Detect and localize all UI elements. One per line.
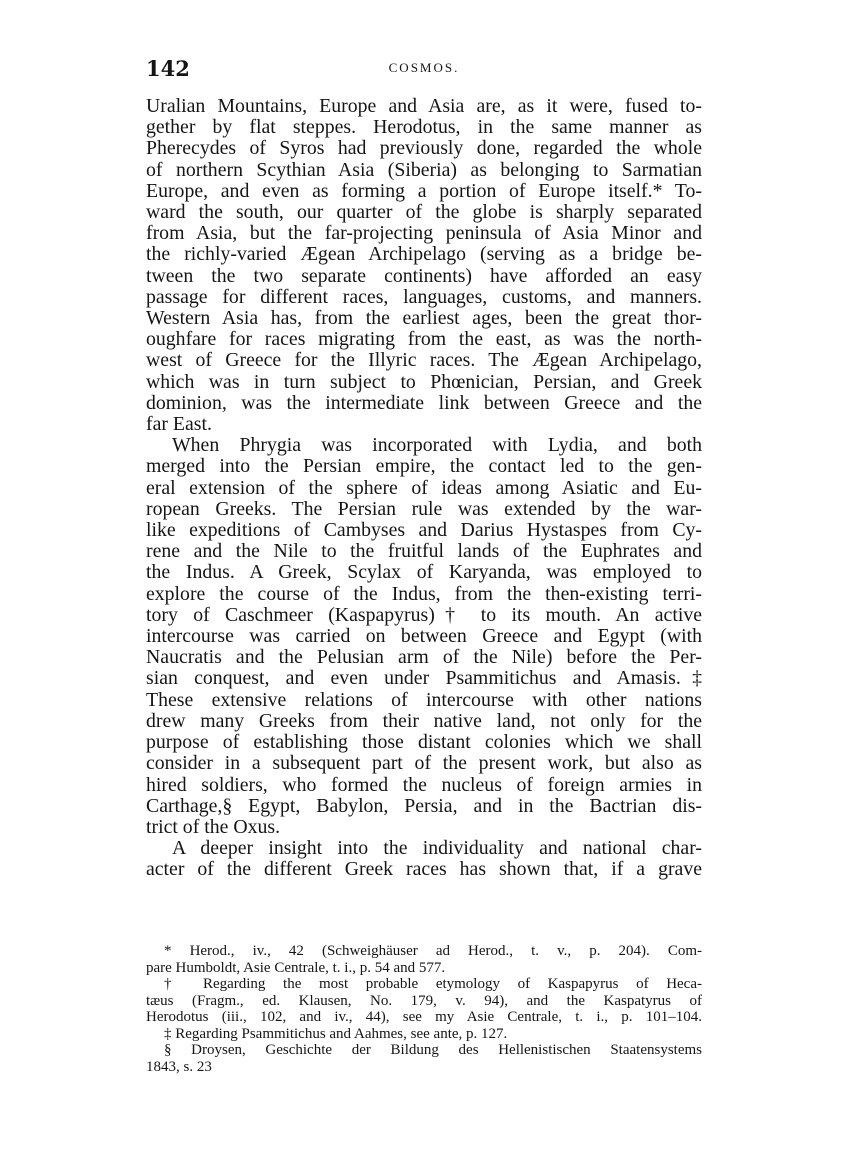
footnote-line: † Regarding the most probable etymology of Kaspapyrus of Heca- (164, 976, 702, 992)
footnote-line: Herodotus (iii., 102, and iv., 44), see my Asie Centrale, t. i., p. 101–104. (146, 1009, 702, 1025)
footnote-line: 1843, s. 23 (146, 1058, 212, 1075)
body-line: consider in a subsequent part of the present work, but also as (146, 752, 702, 775)
body-line: rene and the Nile to the fruitful lands of the Euphrates and (146, 540, 702, 563)
body-line: acter of the different Greek races has shown that, if a grave (146, 858, 702, 881)
body-line: hired soldiers, who formed the nucleus of foreign armies in (146, 773, 702, 796)
body-line: Carthage,§ Egypt, Babylon, Persia, and in the Bactrian dis- (146, 794, 702, 817)
page-header (146, 52, 702, 82)
body-line: drew many Greeks from their native land, not only for the (146, 709, 702, 732)
body-line: oughfare for races migrating from the east, as was the north- (146, 328, 702, 351)
body-line: purpose of establishing those distant colonies which we shall (146, 731, 702, 754)
body-line: like expeditions of Cambyses and Darius Hystaspes from Cy- (146, 519, 702, 542)
body-line: dominion, was the intermediate link between Greece and the (146, 391, 702, 414)
body-line: from Asia, but the far-projecting peninsula of Asia Minor and (146, 222, 702, 245)
body-line: eral extension of the sphere of ideas among Asiatic and Eu- (146, 476, 702, 499)
body-line: ropean Greeks. The Persian rule was extended by the war- (146, 497, 702, 520)
body-line: Pherecydes of Syros had previously done, regarded the whole (146, 137, 702, 160)
footnote-line: ‡ Regarding Psammitichus and Aahmes, see ante, p. 127. (164, 1025, 508, 1042)
body-line: tory of Caschmeer (Kaspapyrus)† to its mouth. An active (146, 603, 702, 626)
body-line: Uralian Mountains, Europe and Asia are, as it were, fused to- (146, 95, 702, 117)
footnote-line: pare Humboldt, Asie Centrale, t. i., p. 54 and 577. (146, 959, 446, 976)
body-line: which was in turn subject to Phœnician, Persian, and Greek (146, 370, 702, 393)
running-head: COSMOS. (388, 60, 460, 75)
body-line: explore the course of the Indus, from the then-existing terri- (146, 582, 702, 605)
body-line: west of Greece for the Illyric races. The Ægean Archipelago, (146, 349, 702, 372)
body-line: the richly-varied Ægean Archipelago (serving as a bridge be- (146, 243, 702, 266)
body-line: tween the two separate continents) have afforded an easy (146, 264, 702, 287)
body-line: of northern Scythian Asia (Siberia) as belonging to Sarmatian (146, 158, 702, 181)
body-text (146, 96, 702, 881)
body-line: the Indus. A Greek, Scylax of Karyanda, was employed to (146, 561, 702, 584)
footnotes (146, 943, 702, 1075)
footnote-line: tæus (Fragm., ed. Klausen, No. 179, v. 94), and the Kaspatyrus of (146, 992, 702, 1009)
body-line: When Phrygia was incorporated with Lydia, and both (172, 434, 702, 457)
body-line: trict of the Oxus. (146, 815, 281, 838)
body-line: Europe, and even as forming a portion of Europe itself.* To- (146, 179, 702, 202)
body-line: ward the south, our quarter of the globe is sharply separated (146, 201, 702, 224)
body-line: Naucratis and the Pelusian arm of the Nile) before the Per- (146, 646, 702, 669)
page-number: 142 (146, 56, 190, 81)
body-line: Western Asia has, from the earliest ages, been the great thor- (146, 307, 702, 330)
body-line: intercourse was carried on between Greece and Egypt (with (146, 625, 702, 648)
footnote-line: * Herod., iv., 42 (Schweighäuser ad Herod., t. v., p. 204). Com- (164, 943, 702, 959)
body-line: sian conquest, and even under Psammitichus and Amasis.‡ (146, 667, 702, 690)
body-line: gether by flat steppes. Herodotus, in the same manner as (146, 116, 702, 139)
body-line: These extensive relations of intercourse with other nations (146, 688, 702, 711)
body-line: A deeper insight into the individuality and national char- (172, 837, 702, 860)
footnote-line: § Droysen, Geschichte der Bildung des Hellenistischen Staatensystems (164, 1042, 702, 1058)
body-line: far East. (146, 413, 212, 436)
body-line: merged into the Persian empire, the contact led to the gen- (146, 455, 702, 478)
body-line: passage for different races, languages, customs, and manners. (146, 285, 702, 308)
